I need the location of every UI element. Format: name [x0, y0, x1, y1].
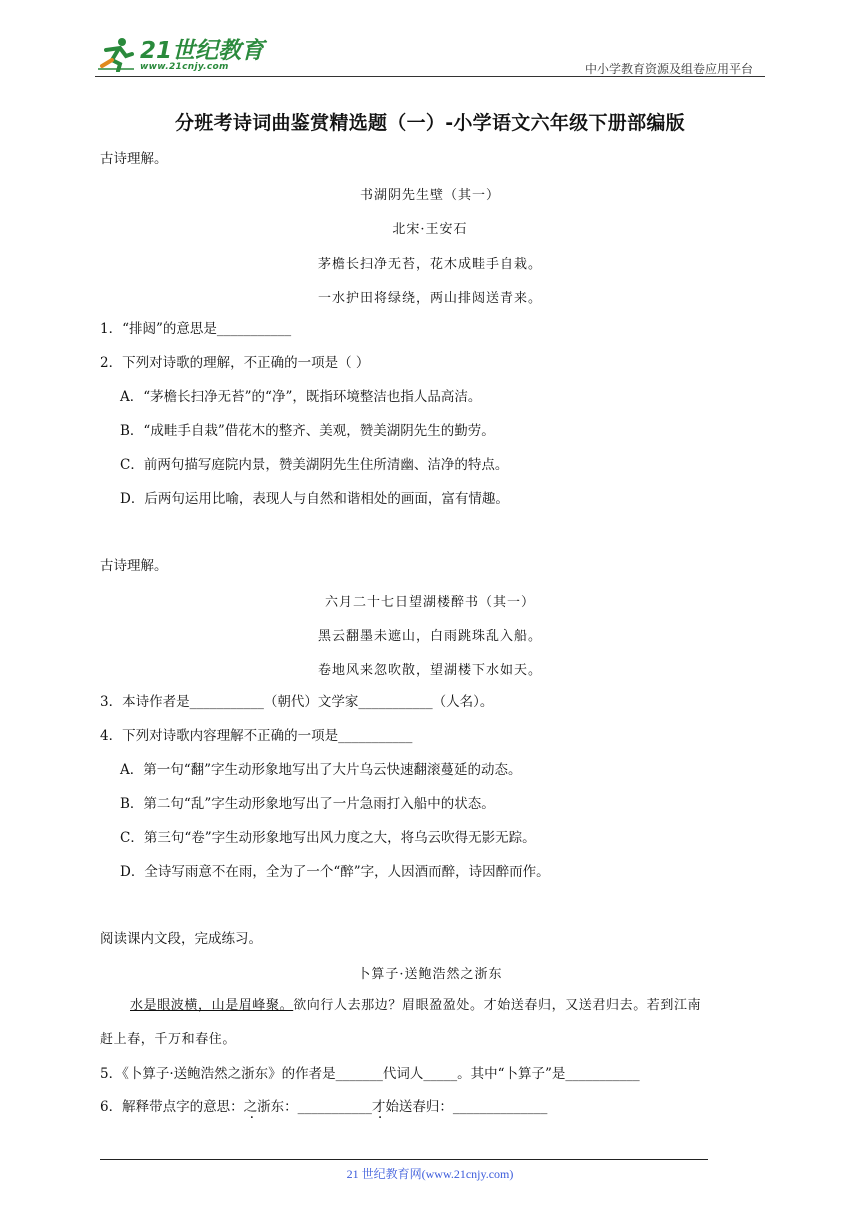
- poem3-title: 卜算子·送鲍浩然之浙东: [357, 967, 503, 982]
- q4-option-b: B．第二句“乱”字生动形象地写出了一片急雨打入船中的状态。: [120, 796, 495, 812]
- section2-intro: 古诗理解。: [100, 558, 168, 574]
- runner-logo-icon: [96, 36, 136, 72]
- q6-end: 始送春归：______________: [385, 1099, 548, 1115]
- question-5: 5．《卜算子·送鲍浩然之浙东》的作者是_______代词人_____。其中“卜算子”是___________: [100, 1066, 640, 1082]
- section1-intro: 古诗理解。: [100, 151, 168, 167]
- q6-prefix: 6．解释带点字的意思：: [100, 1099, 244, 1115]
- poem3-text-line1: [130, 997, 701, 1015]
- question-1: 1．“排闼”的意思是___________: [100, 321, 292, 337]
- footer-divider: [100, 1159, 708, 1160]
- q2-option-a: A．“茅檐长扫净无苔”的“净”，既指环境整洁也指人品高洁。: [120, 389, 482, 405]
- site-logo: [96, 36, 264, 72]
- question-2: 2．下列对诗歌的理解，不正确的一项是（ ）: [100, 355, 370, 371]
- q4-option-c: C．第三句“卷”字生动形象地写出风力度之大，将乌云吹得无影无踪。: [120, 830, 536, 846]
- poem3-text-rest: 欲向行人去那边？眉眼盈盈处。才始送春归，又送君归去。若到江南: [293, 998, 702, 1013]
- section3-intro: 阅读课内文段，完成练习。: [100, 931, 262, 947]
- poem1-line1: 茅檐长扫净无苔，花木成畦手自栽。: [317, 257, 542, 272]
- q2-option-d: D．后两句运用比喻，表现人与自然和谐相处的画面，富有情趣。: [120, 491, 509, 507]
- poem2-title: 六月二十七日望湖楼醉书（其一）: [324, 595, 535, 610]
- logo-url: www.21cnjy.com: [140, 62, 229, 72]
- poem1-line2: 一水护田将绿绕，两山排闼送青来。: [317, 291, 542, 306]
- platform-name: 中小学教育资源及组卷应用平台: [584, 62, 753, 76]
- question-4: 4．下列对诗歌内容理解不正确的一项是___________: [100, 728, 413, 744]
- q4-option-a: A．第一句“翻”字生动形象地写出了大片乌云快速翻滚蔓延的动态。: [120, 762, 522, 778]
- q2-option-c: C．前两句描写庭院内景，赞美湖阴先生住所清幽、洁净的特点。: [120, 457, 509, 473]
- underlined-phrase: 水是眼波横，山是眉峰聚。: [130, 998, 294, 1013]
- q4-option-d: D．全诗写雨意不在雨，全为了一个“醉”字，人因酒而醉，诗因醉而作。: [120, 864, 550, 880]
- poem1-title: 书湖阴先生壁（其一）: [359, 188, 500, 203]
- poem2-line1: 黑云翻墨未遮山，白雨跳珠乱入船。: [317, 629, 542, 644]
- page-title: 分班考诗词曲鉴赏精选题（一）-小学语文六年级下册部编版: [175, 112, 685, 134]
- poem3-text-line2: 赶上春，千万和春住。: [100, 1032, 237, 1047]
- poem2-line2: 卷地风来忽吹散，望湖楼下水如天。: [317, 663, 542, 678]
- poem1-author: 北宋·王安石: [392, 222, 468, 237]
- dotted-char-cai: 才: [371, 1099, 386, 1115]
- q2-option-b: B．“成畦手自栽”借花木的整齐、美观，赞美湖阴先生的勤劳。: [120, 423, 495, 439]
- footer-text: 21 世纪教育网(www.21cnjy.com): [346, 1167, 514, 1181]
- q6-mid: 浙东：___________: [257, 1099, 372, 1115]
- question-6: [100, 1098, 547, 1116]
- question-3: 3．本诗作者是___________（朝代）文学家___________（人名）。: [100, 694, 494, 710]
- logo-title: 21世纪教育: [140, 38, 265, 64]
- header-divider: [95, 76, 765, 77]
- dotted-char-zhi: 之: [243, 1099, 258, 1115]
